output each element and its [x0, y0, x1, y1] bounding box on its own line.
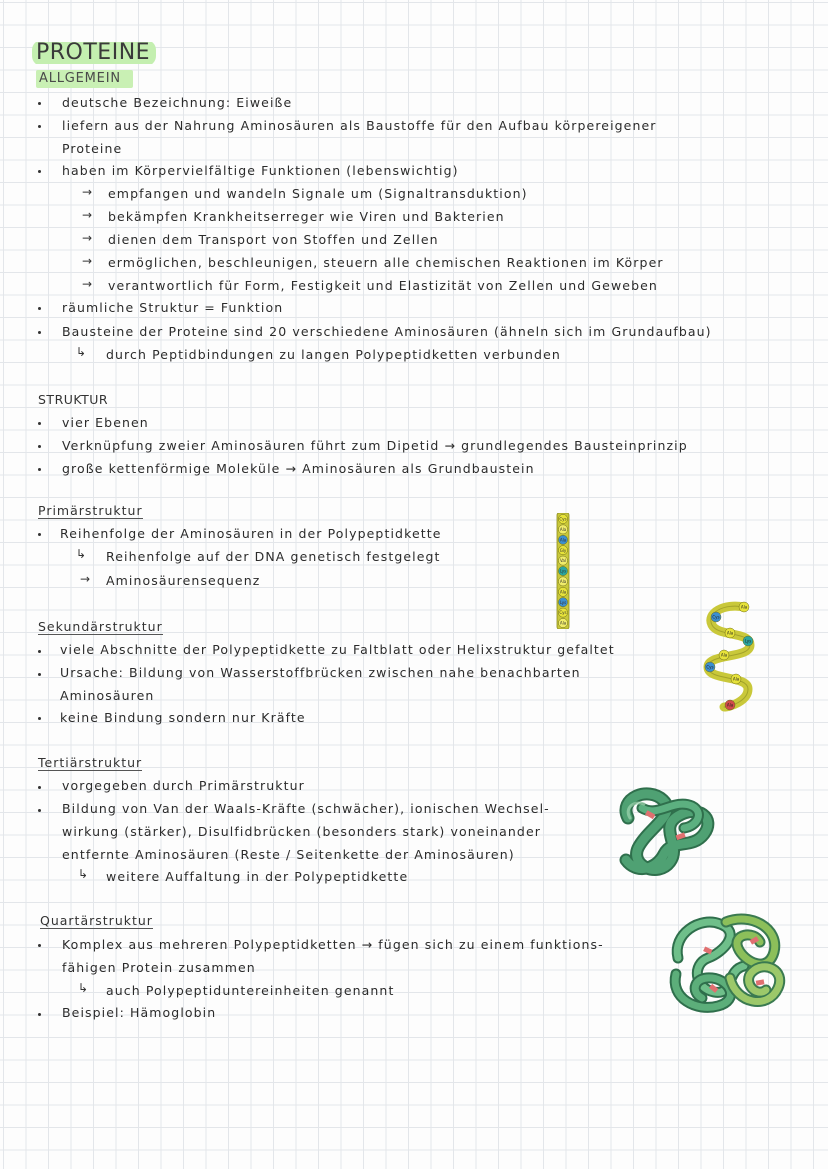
text-line: Ursache: Bildung von Wasserstoffbrücken zwischen nahe benachbarten: [60, 665, 581, 680]
amino-acid-label: Lys: [559, 599, 567, 605]
text-line: Komplex aus mehreren Polypeptidketten → fügen sich zu einem funktions-: [62, 937, 604, 952]
bullet: [38, 125, 41, 128]
hook-arrow-icon: ↳: [76, 547, 87, 561]
hook-arrow-icon: ↳: [78, 981, 89, 995]
text-line: Reihenfolge der Aminosäuren in der Polypeptidkette: [60, 526, 442, 541]
tertiary-structure-illustration: [608, 778, 720, 886]
text-line: deutsche Bezeichnung: Eiweiße: [62, 95, 293, 110]
helix-amino-acid-label: Cys: [706, 664, 714, 670]
helix-amino-acid-label: Ala: [740, 604, 748, 610]
amino-acid-label: Gly: [559, 547, 567, 553]
text-line: Verknüpfung zweier Aminosäuren führt zum Dipetid → grundlegendes Bausteinprinzip: [62, 438, 688, 453]
amino-acid-label: Ala: [559, 579, 567, 584]
section-heading-sekundaerstruktur: Sekundärstruktur: [38, 619, 163, 634]
arrow-icon: →: [82, 277, 93, 291]
bullet: [38, 717, 41, 720]
text-line: Bildung von Van der Waals-Kräfte (schwächer), ionischen Wechsel-: [62, 801, 550, 816]
text-line: viele Abschnitte der Polypeptidkette zu Faltblatt oder Helixstruktur gefaltet: [60, 642, 615, 657]
text-line: verantwortlich für Form, Festigkeit und Elastizität von Zellen und Geweben: [108, 278, 658, 293]
text-line: dienen dem Transport von Stoffen und Zellen: [108, 232, 439, 247]
text-line: bekämpfen Krankheitserreger wie Viren und Bakterien: [108, 209, 505, 224]
bullet: [38, 673, 41, 676]
text-line: Proteine: [62, 141, 123, 156]
primary-structure-chain-illustration: [554, 513, 572, 629]
helix-amino-acid-label: Ala: [726, 630, 734, 636]
hook-arrow-icon: ↳: [78, 867, 89, 881]
section-heading-quartaerstruktur: Quartärstruktur: [40, 913, 153, 928]
helix-amino-acid-label: Ala: [732, 676, 740, 682]
text-line: Reihenfolge auf der DNA genetisch festgelegt: [106, 549, 441, 564]
bullet: [38, 944, 41, 947]
bullet: [38, 809, 41, 812]
text-line: Beispiel: Hämoglobin: [62, 1005, 217, 1020]
text-line: vier Ebenen: [62, 415, 149, 430]
text-line: ermöglichen, beschleunigen, steuern alle chemischen Reaktionen im Körper: [108, 255, 664, 270]
arrow-icon: →: [80, 572, 91, 586]
text-line: liefern aus der Nahrung Aminosäuren als Baustoffe für den Aufbau körpereigener: [62, 118, 657, 133]
text-line: große kettenförmige Moleküle → Aminosäuren als Grundbaustein: [62, 461, 535, 476]
arrow-icon: →: [82, 254, 93, 268]
bullet: [38, 445, 41, 448]
page-title: PROTEINE: [32, 40, 156, 66]
bullet: [38, 533, 41, 536]
helix-amino-acid-label: Ala: [720, 652, 728, 658]
text-line: fähigen Protein zusammen: [62, 960, 256, 975]
text-line: wirkung (stärker), Disulfidbrücken (besonders stark) voneinander: [62, 824, 541, 839]
text-line: entfernte Aminosäuren (Reste / Seitenkette der Aminosäuren): [62, 847, 515, 862]
bullet: [38, 102, 41, 105]
bullet: [38, 786, 41, 789]
arrow-icon: →: [82, 208, 93, 222]
text-line: keine Bindung sondern nur Kräfte: [60, 710, 306, 725]
text-line: vorgegeben durch Primärstruktur: [62, 778, 305, 793]
amino-acid-label: Val: [560, 558, 566, 564]
text-line: räumliche Struktur = Funktion: [62, 300, 284, 315]
text-line: Aminosäuren: [60, 688, 155, 703]
arrow-icon: →: [82, 231, 93, 245]
hook-arrow-icon: ↳: [76, 345, 87, 359]
amino-acid-label: Ala: [559, 620, 567, 626]
quaternary-structure-illustration: [664, 908, 786, 1016]
text-line: auch Polypeptiduntereinheiten genannt: [106, 983, 395, 998]
helix-amino-acid-label: Ala: [726, 702, 734, 708]
bullet: [38, 468, 41, 471]
arrow-icon: →: [82, 185, 93, 199]
amino-acid-label: Cys: [559, 610, 567, 616]
bullet: [38, 1013, 41, 1016]
section-heading-allgemein: ALLGEMEIN: [36, 70, 133, 88]
section-heading-tertiaerstruktur: Tertiärstruktur: [38, 755, 143, 770]
amino-acid-label: Ala: [559, 537, 567, 543]
helix-amino-acid-label: Cys: [712, 614, 720, 620]
amino-acid-label: Ala: [559, 527, 567, 532]
bullet: [38, 331, 41, 334]
helix-amino-acid-label: Lys: [744, 638, 752, 644]
text-line: empfangen und wandeln Signale um (Signaltransduktion): [108, 186, 528, 201]
bullet: [38, 650, 41, 653]
amino-acid-label: Cys: [559, 516, 567, 522]
text-line: haben im Körpervielfältige Funktionen (lebenswichtig): [62, 163, 459, 178]
text-line: Aminosäurensequenz: [106, 573, 261, 588]
text-line: weitere Auffaltung in der Polypeptidkette: [106, 869, 409, 884]
text-line: Bausteine der Proteine sind 20 verschiedene Aminosäuren (ähneln sich im Grundaufbau): [62, 324, 712, 339]
secondary-structure-helix-illustration: [694, 595, 760, 715]
text-line: durch Peptidbindungen zu langen Polypeptidketten verbunden: [106, 347, 561, 362]
section-heading-primaerstruktur: Primärstruktur: [38, 503, 143, 518]
amino-acid-label: Ala: [559, 589, 567, 595]
bullet: [38, 170, 41, 173]
bullet: [38, 422, 41, 425]
bullet: [38, 307, 41, 310]
amino-acid-label: Lys: [559, 568, 567, 574]
section-heading-struktur: STRUKTUR: [38, 392, 109, 407]
